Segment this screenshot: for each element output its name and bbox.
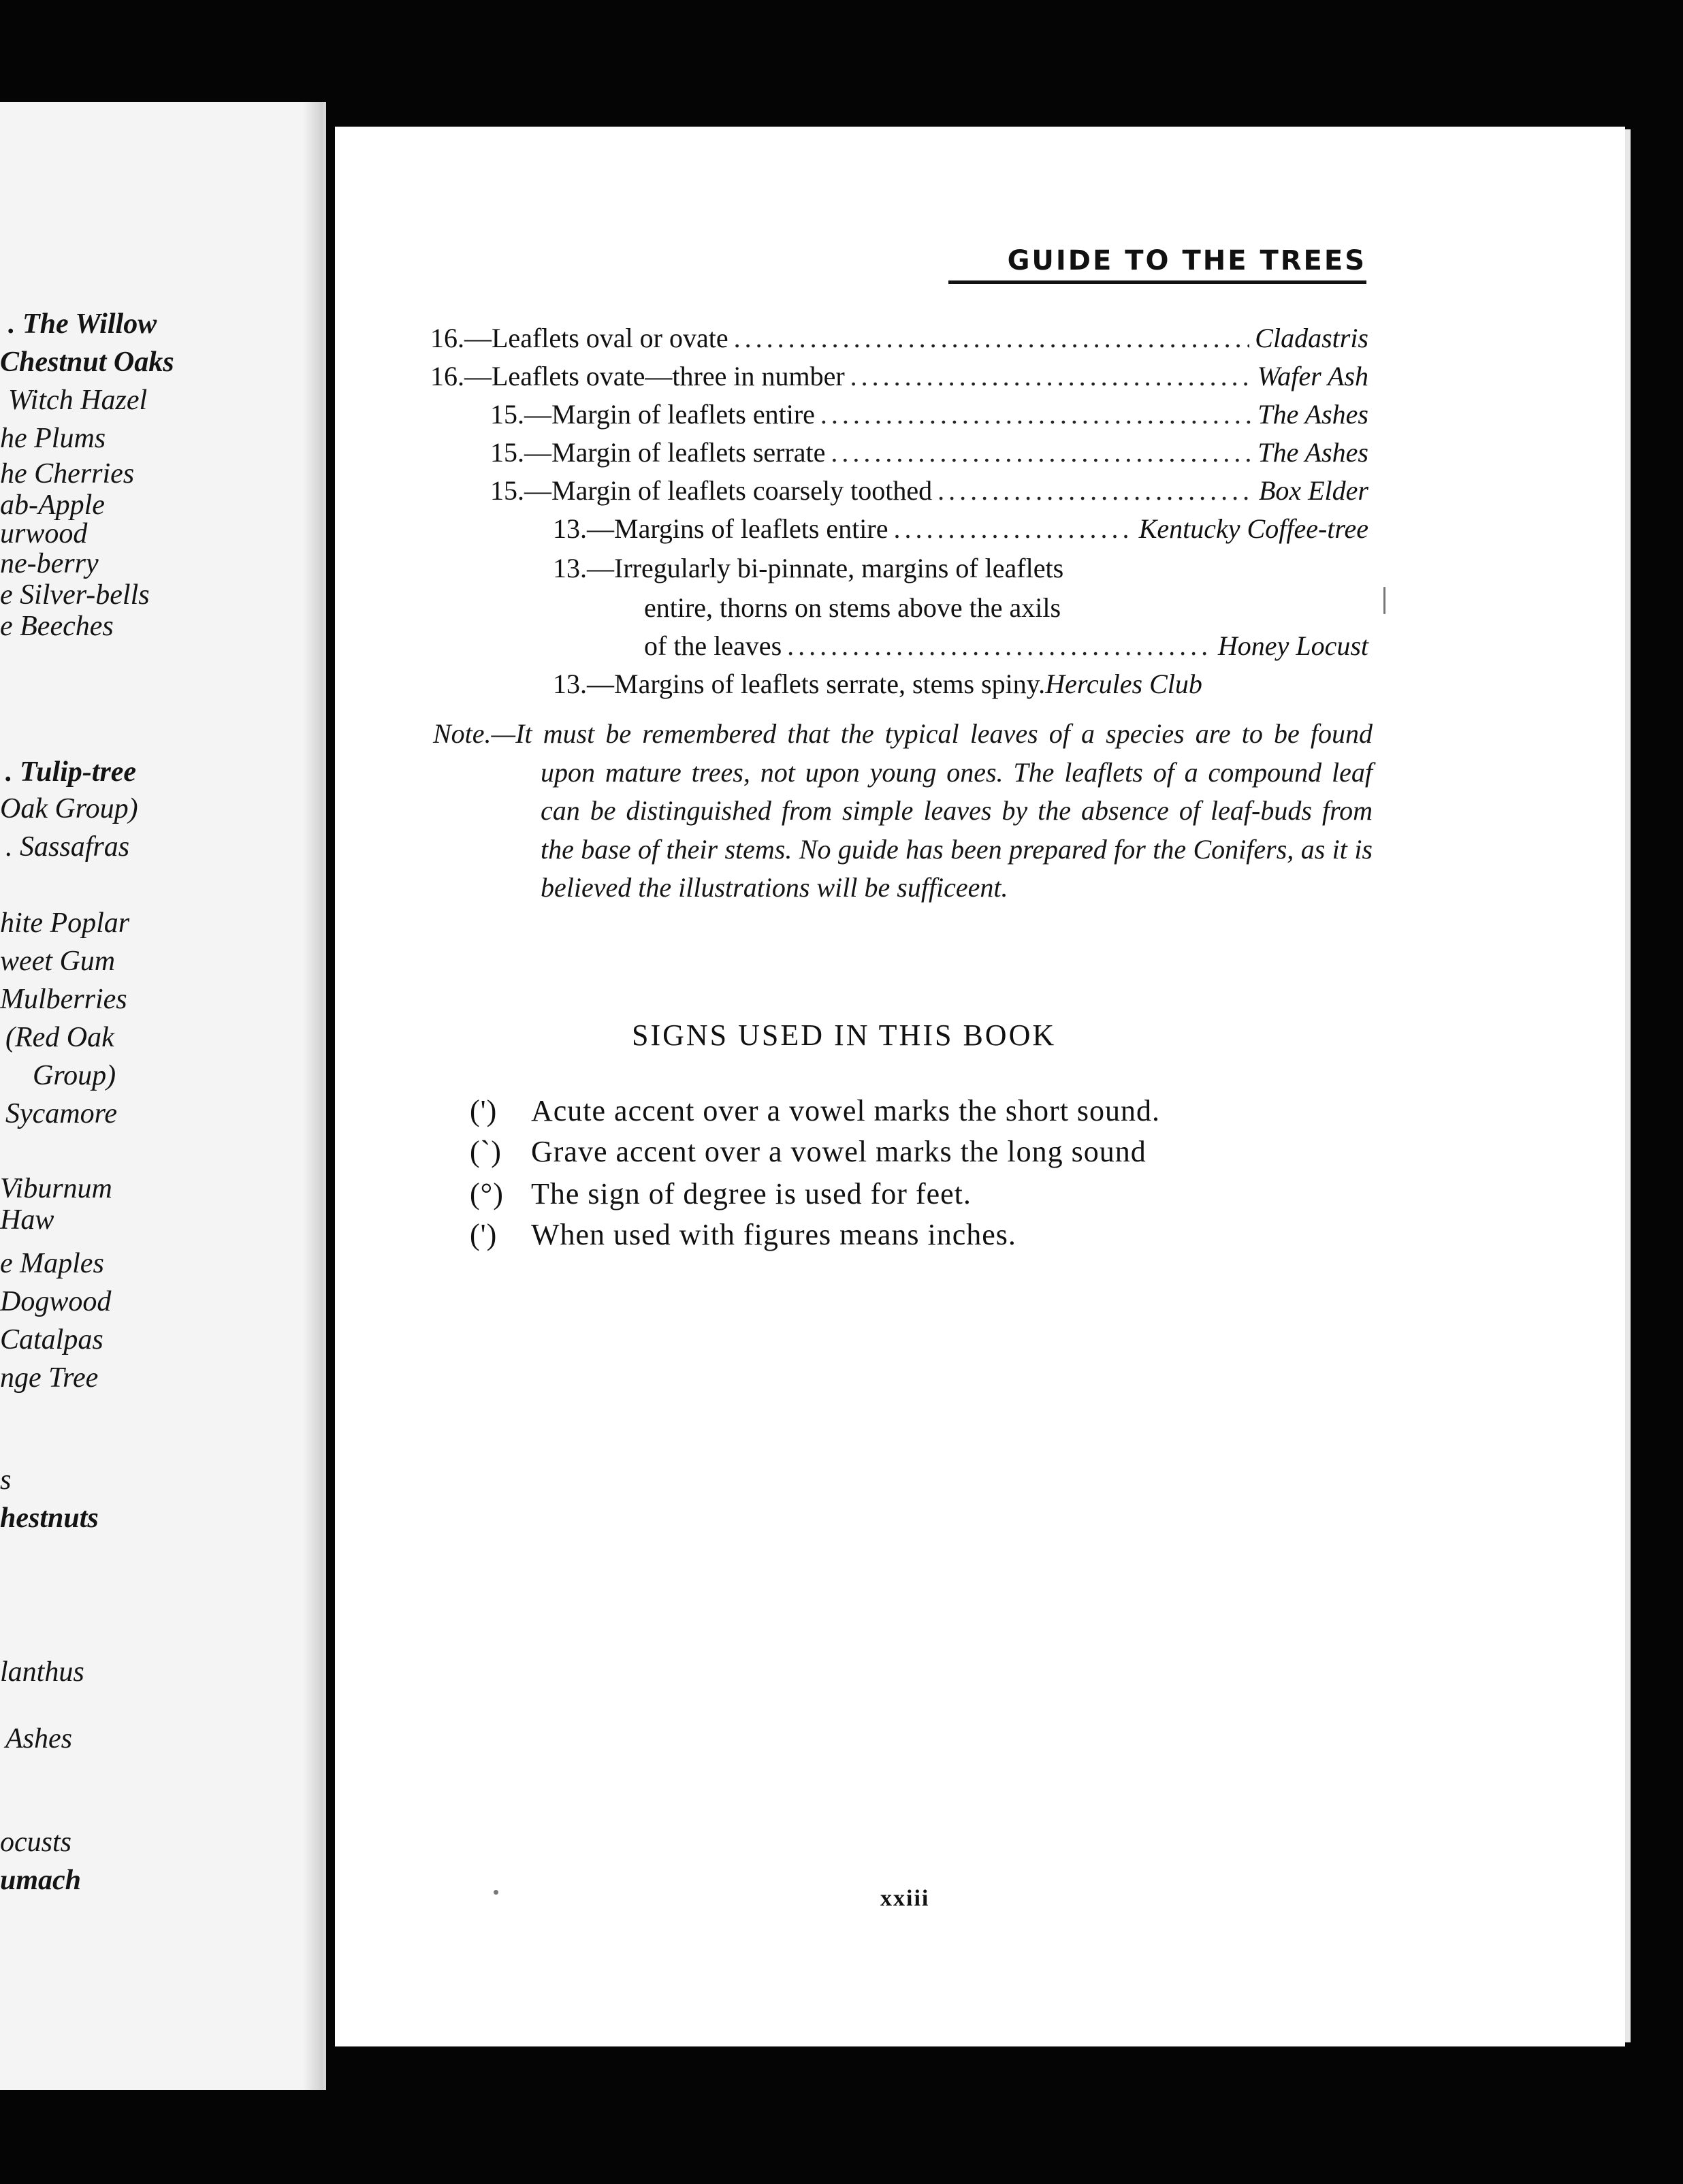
left-entry: . The Willow xyxy=(8,308,157,340)
leader-dots xyxy=(831,436,1252,470)
left-entry: umach xyxy=(0,1865,82,1896)
sign-text: When used with figures means inches. xyxy=(531,1218,1016,1251)
key-text: 15.—Margin of leaflets entire xyxy=(490,399,815,430)
key-text: 15.—Margin of leaflets coarsely toothed xyxy=(490,475,933,506)
left-entry: Mulberries xyxy=(0,984,127,1015)
left-entry: hestnuts xyxy=(0,1503,99,1534)
leader-dots xyxy=(937,474,1253,508)
page-edge xyxy=(1625,129,1631,2042)
key-text: 16.—Leaflets ovate—three in number xyxy=(430,361,845,391)
left-entry: Sycamore xyxy=(5,1098,118,1129)
left-entry: Haw xyxy=(0,1204,54,1236)
left-entry: . Tulip-tree xyxy=(5,756,137,788)
leader-dots xyxy=(850,359,1252,394)
key-row xyxy=(553,667,1368,701)
leader-dots xyxy=(734,321,1250,355)
left-entry: Group) xyxy=(33,1060,116,1091)
sign-item xyxy=(470,1176,972,1211)
left-entry: nge Tree xyxy=(0,1362,99,1394)
signs-heading: SIGNS USED IN THIS BOOK xyxy=(632,1018,1057,1052)
key-text: 13.—Margins of leaflets serrate, stems spiny. xyxy=(553,669,1046,699)
left-entry: ne-berry xyxy=(0,548,99,579)
key-genus: The Ashes xyxy=(1257,399,1368,430)
key-line: 13.—Irregularly bi-pinnate, margins of leaflets xyxy=(553,553,1064,583)
key-row xyxy=(490,474,1368,508)
key-row xyxy=(644,629,1368,663)
sign-item xyxy=(470,1093,1160,1128)
note-paragraph xyxy=(433,715,1373,908)
scan-mark xyxy=(1383,587,1385,614)
left-entry: weet Gum xyxy=(0,946,116,977)
key-line: entire, thorns on stems above the axils xyxy=(644,592,1061,623)
key-text: 16.—Leaflets oval or ovate xyxy=(430,323,728,353)
key-row xyxy=(430,321,1368,355)
sign-text: Acute accent over a vowel marks the short sound. xyxy=(531,1094,1161,1127)
sign-item xyxy=(470,1217,1016,1252)
sign-symbol: (`) xyxy=(470,1135,502,1168)
key-row xyxy=(490,436,1368,470)
left-page xyxy=(0,102,326,2090)
left-entry: he Plums xyxy=(0,423,106,454)
sign-text: The sign of degree is used for feet. xyxy=(531,1177,972,1210)
leader-dots xyxy=(820,398,1252,432)
left-entry: Oak Group) xyxy=(0,793,138,824)
left-entry: Chestnut Oaks xyxy=(0,347,174,378)
left-entry: he Cherries xyxy=(0,458,135,489)
left-entry: e Beeches xyxy=(0,611,114,642)
key-genus: Honey Locust xyxy=(1217,630,1368,661)
key-text: 15.—Margin of leaflets serrate xyxy=(490,437,826,468)
left-entry: ab-Apple xyxy=(0,489,105,521)
note-text: It must be remembered that the typical leaves of a species are to be found upon mature trees, not upon young ones. The leaflets of a compound leaf can be distinguished from simple leaves by the absence of leaf-buds from the base of their stems. No guide has been prepared for the Conifers, as it is believed the illustrations will be sufficeent. xyxy=(515,718,1373,903)
sign-item xyxy=(470,1134,1147,1169)
note-label: Note.— xyxy=(433,718,516,749)
left-entry: e Maples xyxy=(0,1248,104,1279)
key-row xyxy=(553,512,1368,546)
key-genus: The Ashes xyxy=(1257,437,1368,468)
key-text: of the leaves xyxy=(644,630,782,661)
left-entry: Witch Hazel xyxy=(8,385,148,416)
key-text: 13.—Margins of leaflets entire xyxy=(553,513,888,544)
left-entry: (Red Oak xyxy=(5,1022,114,1053)
sign-symbol: (') xyxy=(470,1218,498,1251)
key-row xyxy=(430,359,1368,394)
left-entry: Viburnum xyxy=(0,1173,112,1204)
running-header: GUIDE TO THE TREES xyxy=(948,245,1366,284)
leader-dots xyxy=(787,629,1213,663)
page-number: xxiii xyxy=(880,1886,930,1911)
left-entry: Ashes xyxy=(5,1723,72,1754)
left-entry: e Silver-bells xyxy=(0,579,150,611)
sign-symbol: (°) xyxy=(470,1177,504,1210)
left-entry: lanthus xyxy=(0,1656,84,1688)
left-entry: Catalpas xyxy=(0,1324,103,1355)
key-genus: Kentucky Coffee-tree xyxy=(1138,513,1368,544)
key-genus: Box Elder xyxy=(1258,475,1368,506)
sign-text: Grave accent over a vowel marks the long sound xyxy=(531,1135,1147,1168)
left-entry: . Sassafras xyxy=(5,831,130,863)
key-genus: Cladastris xyxy=(1255,323,1368,353)
left-entry: hite Poplar xyxy=(0,908,130,939)
key-genus: Hercules Club xyxy=(1045,669,1202,699)
key-row xyxy=(490,398,1368,432)
left-page-gutter xyxy=(303,102,323,2090)
key-genus: Wafer Ash xyxy=(1257,361,1368,391)
left-entry: ocusts xyxy=(0,1827,71,1858)
scan-speck xyxy=(494,1890,498,1895)
left-entry: s xyxy=(0,1464,12,1496)
left-entry: Dogwood xyxy=(0,1286,112,1317)
sign-symbol: (') xyxy=(470,1094,498,1127)
leader-dots xyxy=(893,512,1133,546)
left-entry: urwood xyxy=(0,518,88,549)
